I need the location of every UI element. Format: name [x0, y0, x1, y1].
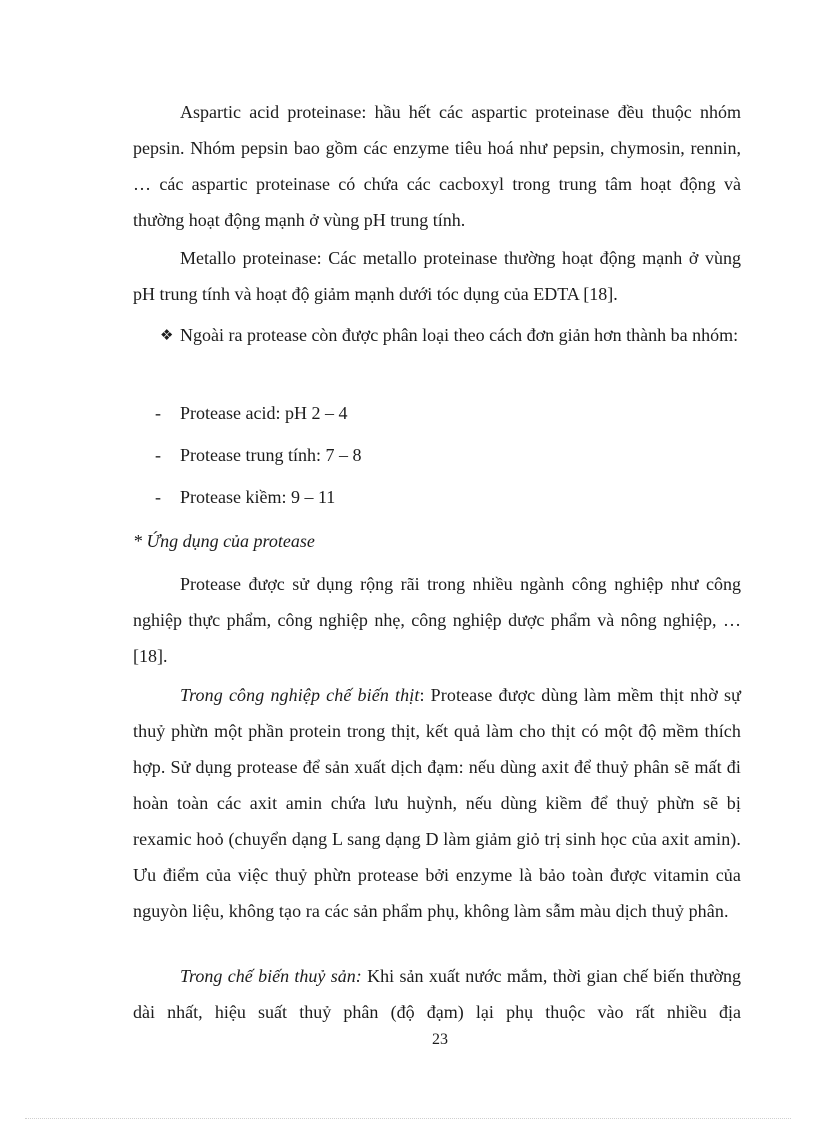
paragraph-protease-usage: Protease được sử dụng rộng rãi trong nhiều ngành công nghiệp như công nghiệp thực phẩm, công nghiệp nhẹ, công nghiệp dược phẩm và nông nghiệp, … [18]. — [133, 574, 741, 666]
dash-bullet-icon: - — [155, 487, 161, 507]
list-item-text: Protease trung tính: 7 – 8 — [180, 445, 362, 465]
seafood-paragraph-body: Khi sản xuất nước mắm, thời gian chế biến thường dài nhất, hiệu suất thuỷ phân (độ đạm) lại phụ thuộc vào rất nhiều địa — [133, 966, 741, 1022]
diamond-bullet-icon: ❖ — [160, 326, 174, 344]
dash-bullet-icon: - — [155, 445, 161, 465]
dash-bullet-icon: - — [155, 403, 161, 423]
paragraph-metallo-proteinase: Metallo proteinase: Các metallo proteinase thường hoạt động mạnh ở vùng pH trung tính và hoạt độ giảm mạnh dưới tóc dụng của EDTA [18]. — [133, 248, 741, 304]
paragraph-aspartic-proteinase: Aspartic acid proteinase: hầu hết các aspartic proteinase đều thuộc nhóm pepsin. Nhóm pepsin bao gồm các enzyme tiêu hoá như pepsin, chymosin, rennin, … các aspartic proteinase có chứa các cacboxyl trong trung tâm hoạt động và thường hoạt động mạnh ở vùng pH trung tính. — [133, 102, 741, 230]
meat-paragraph-lead: Trong công nghiệp chế biến thịt — [180, 685, 420, 705]
page-number: 23 — [432, 1031, 448, 1048]
meat-paragraph-body: : Protease được dùng làm mềm thịt nhờ sự thuỷ phừn một phần protein trong thịt, kết quả làm cho thịt có một độ mềm thích hợp. Sử dụng protease để sản xuất dịch đạm: nếu dùng axit để thuỷ phân sẽ mất đi hoàn toàn các axit amin chứa lưu huỳnh, nếu dùng kiềm để thuỷ phừn sẽ bị rexamic hoỏ (chuyển dạng L sang dạng D làm giảm giỏ trị sinh học của axit amin). Ưu điểm của việc thuỷ phừn protease bởi enzyme là bảo toàn được vitamin của nguyòn liệu, không tạo ra các sản phẩm phụ, không làm sẫm màu dịch thuỷ phân. — [133, 685, 741, 921]
seafood-paragraph-lead: Trong chế biến thuỷ sản: — [180, 966, 362, 986]
section-heading-protease-applications: * Ứng dụng của protease — [133, 531, 315, 551]
bullet-item-classification — [160, 317, 742, 389]
paragraph-meat-processing — [133, 677, 741, 965]
paragraph-seafood-processing — [133, 958, 741, 1030]
list-item-text: Protease acid: pH 2 – 4 — [180, 403, 348, 423]
bullet-item-text: Ngoài ra protease còn được phân loại theo cách đơn giản hơn thành ba nhóm: — [180, 325, 739, 345]
list-item-text: Protease kiềm: 9 – 11 — [180, 487, 336, 507]
page-bottom-divider — [25, 1118, 791, 1119]
